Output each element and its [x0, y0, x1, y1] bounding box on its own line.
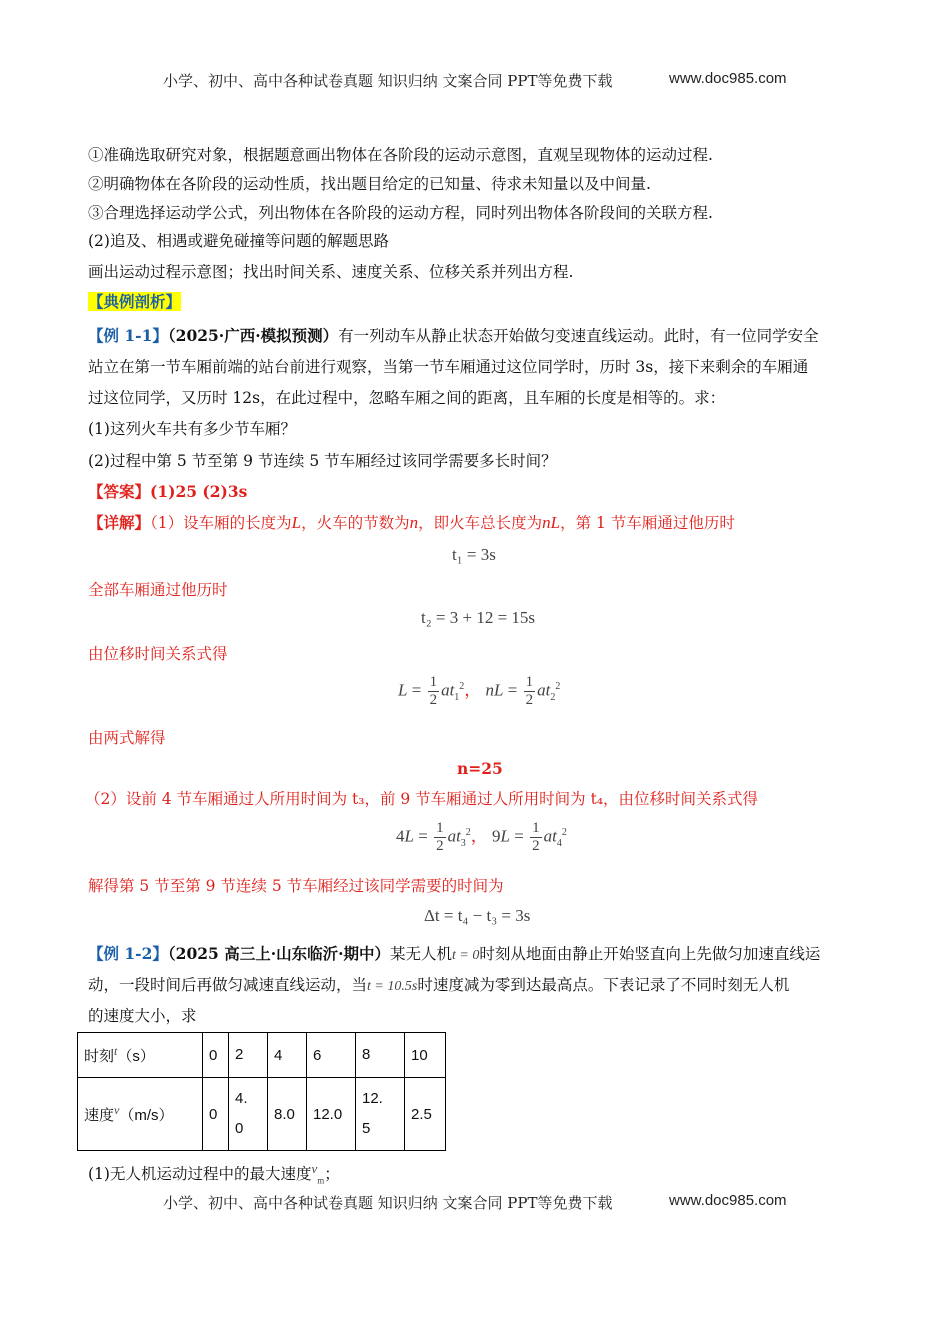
eq-t2: t₂ = 3 + 12 = 15s — [421, 608, 536, 627]
table-cell: 2 — [229, 1033, 268, 1078]
ex1-q2: (2)过程中第 5 节至第 9 节连续 5 节车厢经过该同学需要多长时间？ — [88, 452, 557, 470]
section-title: 【典例剖析】 — [88, 292, 182, 311]
table-cell: 12. 5 — [356, 1078, 405, 1151]
table-cell: 6 — [307, 1033, 356, 1078]
header-site[interactable]: www.doc985.com — [669, 70, 787, 87]
table-header-time: 时刻$^t$（s） — [78, 1033, 203, 1078]
table-cell: 10 — [405, 1033, 446, 1078]
step-1: ①准确选取研究对象，根据题意画出物体在各阶段的运动示意图，直观呈现物体的运动过程. — [88, 146, 713, 164]
ex1-detail-2: （2）设前 4 节车厢通过人所用时间为 t₃，前 9 节车厢通过人所用时间为 t₄，由位移时间关系式得 — [85, 790, 759, 808]
table-cell: 0 — [203, 1078, 229, 1151]
ex1-text-2: 全部车厢通过他历时 — [88, 581, 228, 599]
table-header-speed: 速度$^v$（m/s） — [78, 1078, 203, 1151]
ex2-line-1: 【例 1-2】（2025 高三上·山东临沂·期中）某无人机t = 0时刻从地面由静止开始竖直向上先做匀加速直线运 — [88, 944, 821, 963]
step-3: ③合理选择运动学公式，列出物体在各阶段的运动方程，同时列出物体各阶段间的关联方程. — [88, 204, 713, 222]
ex1-text-5: 解得第 5 节至第 9 节连续 5 节车厢经过该同学需要的时间为 — [88, 877, 504, 895]
ex2-q1: (1)无人机运动过程中的最大速度$^v_m$； — [88, 1161, 340, 1186]
ex2-line-2: 动，一段时间后再做匀减速直线运动，当t = 10.5s时速度减为零到达最高点。下表记录了不同时刻无人机 — [88, 976, 790, 994]
eq-final: Δt = t₄ − t₃ = 3s — [424, 906, 531, 925]
eq-displacement-2: 4L = $\frac{1}{2}$ $at_3^2$， 9L = $\frac{1}{2}$ $at_4^2$ — [396, 820, 567, 854]
ex1-q1: (1)这列火车共有多少节车厢？ — [88, 420, 296, 438]
ex1-line-1: 【例 1-1】（2025·广西·模拟预测）有一列动车从静止状态开始做匀变速直线运动。此时，有一位同学安全 — [88, 326, 819, 345]
velocity-table — [77, 1032, 446, 1151]
ex1-text-4: 由两式解得 — [88, 729, 166, 747]
table-row — [78, 1078, 446, 1151]
eq-t1: t₁ = 3s — [452, 545, 496, 564]
ex2-line-3: 的速度大小，求 — [88, 1007, 197, 1025]
ex1-line-3: 过这位同学，又历时 12s，在此过程中，忽略车厢之间的距离，且车厢的长度是相等的。求： — [88, 389, 726, 407]
ex1-detail-1: 【详解】（1）设车厢的长度为L，火车的节数为n，即火车总长度为nL，第 1 节车厢通过他历时 — [88, 513, 735, 532]
step-4: (2)追及、相遇或避免碰撞等问题的解题思路 — [88, 232, 389, 250]
table-cell: 12.0 — [307, 1078, 356, 1151]
ex1-line-2: 站立在第一节车厢前端的站台前进行观察，当第一节车厢通过这位同学时，历时 3s，接下来剩余的车厢通 — [88, 358, 809, 376]
table-cell: 4 — [268, 1033, 307, 1078]
table-cell: 4. 0 — [229, 1078, 268, 1151]
ex1-answer: 【答案】(1)25 (2)3s — [88, 482, 248, 501]
table-cell: 0 — [203, 1033, 229, 1078]
footer-site[interactable]: www.doc985.com — [669, 1192, 787, 1209]
n-result: n=25 — [457, 759, 503, 778]
header-text: 小学、初中、高中各种试卷真题 知识归纳 文案合同 PPT等免费下载 — [163, 72, 613, 90]
table-cell: 8 — [356, 1033, 405, 1078]
ex1-text-3: 由位移时间关系式得 — [88, 645, 228, 663]
table-cell: 2.5 — [405, 1078, 446, 1151]
eq-displacement-1: L = $\frac{1}{2}$ $at_1^2$， nL = $\frac{1}{2}$ $at_2^2$ — [398, 674, 561, 708]
step-2: ②明确物体在各阶段的运动性质，找出题目给定的已知量、待求未知量以及中间量. — [88, 175, 651, 193]
table-cell: 8.0 — [268, 1078, 307, 1151]
step-5: 画出运动过程示意图；找出时间关系、速度关系、位移关系并列出方程. — [88, 263, 574, 281]
footer-text: 小学、初中、高中各种试卷真题 知识归纳 文案合同 PPT等免费下载 — [163, 1194, 613, 1212]
table-row — [78, 1033, 446, 1078]
